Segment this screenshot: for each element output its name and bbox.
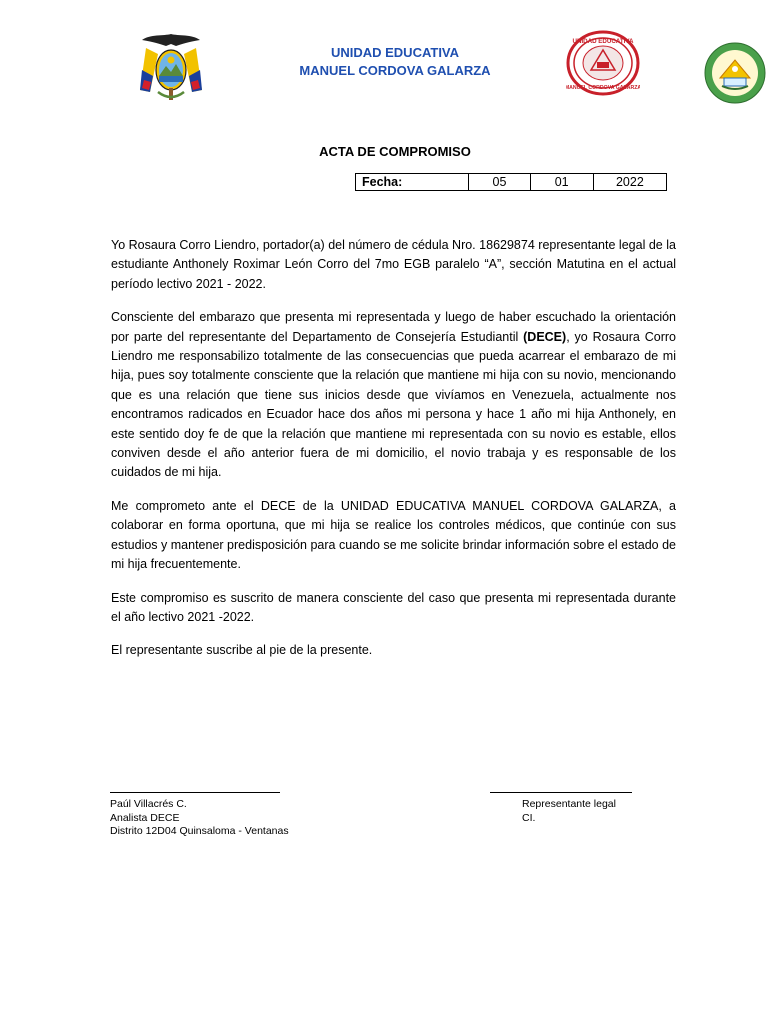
paragraph-subscription: Este compromiso es suscrito de manera consciente del caso que presenta mi representada durante el año lectivo 2021 -2022. <box>111 590 676 624</box>
signer-role: Analista DECE <box>110 811 180 824</box>
document-body <box>111 236 676 675</box>
paragraph-awareness-part1: Consciente del embarazo que presenta mi representada y luego de haber escuchado la orientación por parte del representante del Departamento de Consejería Estudiantil <box>111 310 676 344</box>
school-name-line2: MANUEL CORDOVA GALARZA <box>299 63 491 78</box>
seal-text-top: UNIDAD EDUCATIVA <box>572 38 634 45</box>
paragraph-closing: El representante suscribe al pie de la presente. <box>111 643 373 658</box>
ecuador-coat-of-arms-logo <box>136 30 206 102</box>
date-label: Fecha: <box>356 174 469 191</box>
signature-line-left <box>110 792 280 793</box>
date-table <box>355 173 667 191</box>
date-day: 05 <box>469 174 530 191</box>
school-seal-logo <box>566 30 640 96</box>
signer-district: Distrito 12D04 Quinsaloma - Ventanas <box>110 825 289 837</box>
ventanas-district-logo <box>702 42 768 104</box>
signature-block-left <box>110 798 289 839</box>
document-title: ACTA DE COMPROMISO <box>319 144 471 159</box>
date-year: 2022 <box>593 174 666 191</box>
date-month: 01 <box>530 174 593 191</box>
representative-id: CI. <box>522 811 536 824</box>
signature-block-right <box>522 798 616 825</box>
signer-name: Paúl Villacrés C. <box>110 798 187 810</box>
seal-text-bottom: MANUEL CORDOVA GALARZA <box>566 85 640 91</box>
dece-acronym: (DECE) <box>523 329 567 344</box>
representative-role: Representante legal <box>522 798 616 810</box>
paragraph-commitment: Me comprometo ante el DECE de la UNIDAD EDUCATIVA MANUEL CORDOVA GALARZA, a colaborar en forma oportuna, que mi hija se realice los controles médicos, que continúe con sus estudios y mantener predisposición para cuando se me solicite brindar información sobre el estado de mi hija frecuentemente. <box>111 498 676 572</box>
paragraph-declaration: Yo Rosaura Corro Liendro, portador(a) del número de cédula Nro. 18629874 representante legal de la estudiante Anthonely Roximar León Corro del 7mo EGB paralelo “A”, sección Matutina en el actual período lectivo 2021 - 2022. <box>111 238 676 291</box>
school-name-line1: UNIDAD EDUCATIVA <box>330 45 460 60</box>
school-name-heading <box>270 44 520 80</box>
signature-line-right <box>490 792 632 793</box>
paragraph-awareness-part2: , yo Rosaura Corro Liendro me responsabilizo totalmente de las consecuencias que pueda acarrear el embarazo de mi hija, pues soy totalmente consciente que la relación que mantiene mi hija con su novio, mencionando que es una relación que tiene sus inicios desde que vivíamos en Venezuela, actualmente nos encontramos radicados en Ecuador hace dos años mi persona y hace 1 año mi hija Anthonely, en este sentido doy fe de que la relación que mantiene mi representada con su novio es estable, ellos conviven desde el año anterior fuera de mi domicilio, el novio trabaja y es responsable de los cuidados de mi hija. <box>111 329 676 480</box>
paragraph-awareness <box>111 308 676 483</box>
